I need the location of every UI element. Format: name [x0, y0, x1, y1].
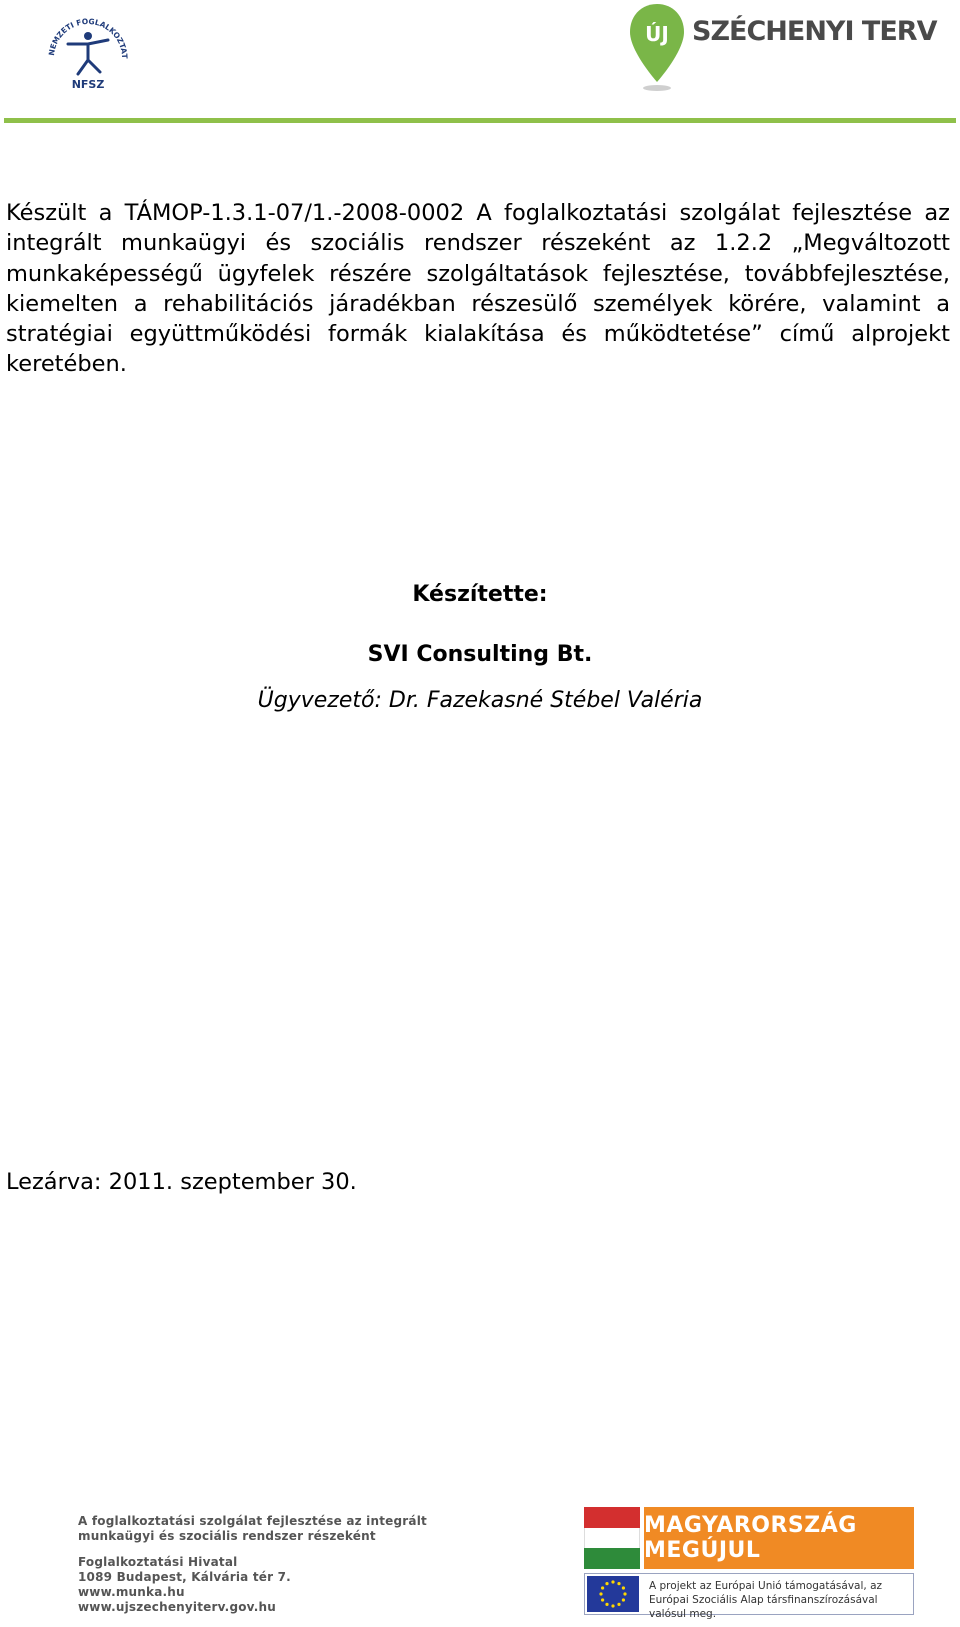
- manager-name: Ügyvezető: Dr. Fazekasné Stébel Valéria: [257, 688, 703, 713]
- eu-flag-icon: [587, 1576, 639, 1612]
- intro-paragraph: Készült a TÁMOP-1.3.1-07/1.-2008-0002 A foglalkoztatási szolgálat fejlesztése az integrált munkaügyi és szociális rendszer részeként az 1.2.2 „Megváltozott munkaképességű ügyfelek részére szolgáltatások fejlesztése, továbbfejlesztése, kiemelten a rehabilitációs járadékban részesülő személyek körére, valamint a stratégiai együttműködési formák kialakítása és működtetése” című alprojekt keretében.: [6, 200, 950, 378]
- szechenyi-terv-wordmark: SZÉCHENYI TERV: [692, 16, 937, 47]
- nfsz-arc-text: NEMZETI FOGLALKOZTAT: [47, 16, 130, 59]
- header-divider: [4, 118, 956, 123]
- nfsz-abbrev: NFSZ: [71, 78, 105, 91]
- eu-funding-box: [584, 1573, 914, 1620]
- footer-address-line: www.munka.hu: [78, 1585, 185, 1599]
- footer-address-line: 1089 Budapest, Kálvária tér 7.: [78, 1570, 291, 1584]
- eu-funding-text: A projekt az Európai Unió támogatásával, az Európai Szociális Alap társfinanszírozásával valósul meg.: [649, 1580, 883, 1620]
- company-name: SVI Consulting Bt.: [367, 642, 593, 667]
- closed-date: Lezárva: 2011. szeptember 30.: [6, 1169, 357, 1195]
- magyarorszag-megujul-banner: MAGYARORSZÁG MEGÚJUL: [644, 1507, 914, 1569]
- footer-address-line: Foglalkoztatási Hivatal: [78, 1555, 238, 1569]
- nfsz-logo: [42, 10, 134, 94]
- map-pin-icon: [626, 2, 688, 94]
- pin-text: ÚJ: [645, 22, 669, 46]
- prepared-by-label: Készítette:: [412, 582, 548, 607]
- footer-address-line: www.ujszechenyiterv.gov.hu: [78, 1600, 276, 1614]
- footer-funding-logos: [584, 1507, 914, 1620]
- hungarian-flag-icon: [584, 1507, 640, 1569]
- footer-line: munkaügyi és szociális rendszer részeként: [78, 1529, 376, 1543]
- footer-line: A foglalkoztatási szolgálat fejlesztése az integrált: [78, 1514, 427, 1528]
- footer-project-info: [78, 1514, 458, 1615]
- nfsz-emblem-icon: [42, 10, 134, 94]
- uj-szechenyi-terv-logo: [626, 2, 937, 94]
